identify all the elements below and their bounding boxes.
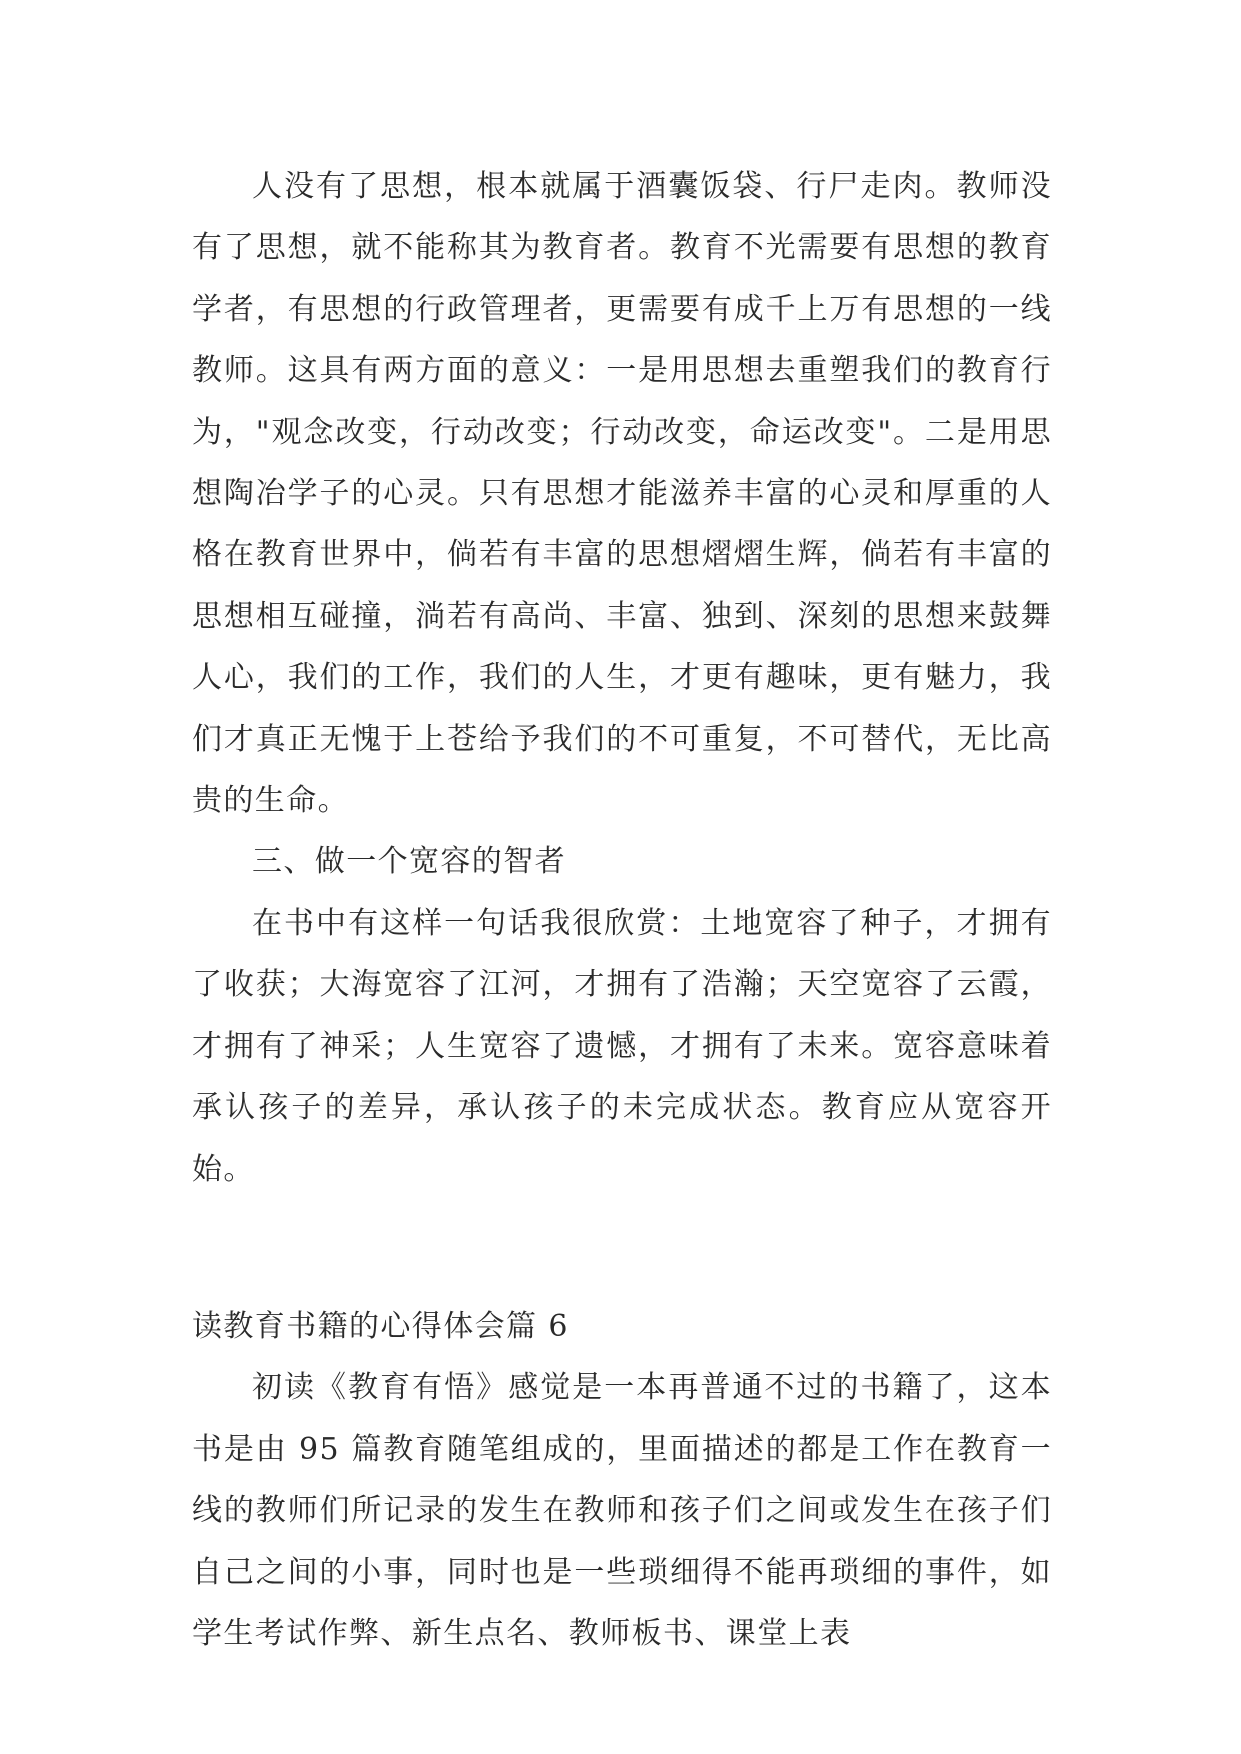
paragraph-thought: 人没有了思想，根本就属于酒囊饭袋、行尸走肉。教师没有了思想，就不能称其为教育者。教育不光需要有思想的教育学者，有思想的行政管理者，更需要有成千上万有思想的一线教师。这具有两方面的意义：一是用思想去重塑我们的教育行为，"观念改变，行动改变；行动改变，命运改变"。二是用思想陶冶学子的心灵。只有思想才能滋养丰富的心灵和厚重的人格在教育世界中，倘若有丰富的思想熠熠生辉，倘若有丰富的思想相互碰撞，淌若有高尚、丰富、独到、深刻的思想来鼓舞人心，我们的工作，我们的人生，才更有趣味，更有魅力，我们才真正无愧于上苍给予我们的不可重复，不可替代，无比高贵的生命。 xyxy=(192,169,1052,819)
subheading-tolerant-sage: 三、做一个宽容的智者 xyxy=(252,844,566,880)
paragraph-tolerance: 在书中有这样一句话我很欣赏：土地宽容了种子，才拥有了收获；大海宽容了江河，才拥有了浩瀚；天空宽容了云霞，才拥有了神采；人生宽容了遗憾，才拥有了未来。宽容意味着承认孩子的差异，承认孩子的未完成状态。教育应从宽容开始。 xyxy=(192,905,1052,1187)
section-title: 读教育书籍的心得体会篇 6 xyxy=(192,1308,569,1344)
document-page xyxy=(192,156,1052,1664)
paragraph-section6: 初读《教育有悟》感觉是一本再普通不过的书籍了，这本书是由 95 篇教育随笔组成的，里面描述的都是工作在教育一线的教师们所记录的发生在教师和孩子们之间或发生在孩子们自己之间的小事，同时也是一些琐细得不能再琐细的事件，如学生考试作弊、新生点名、教师板书、课堂上表 xyxy=(192,1370,1052,1651)
